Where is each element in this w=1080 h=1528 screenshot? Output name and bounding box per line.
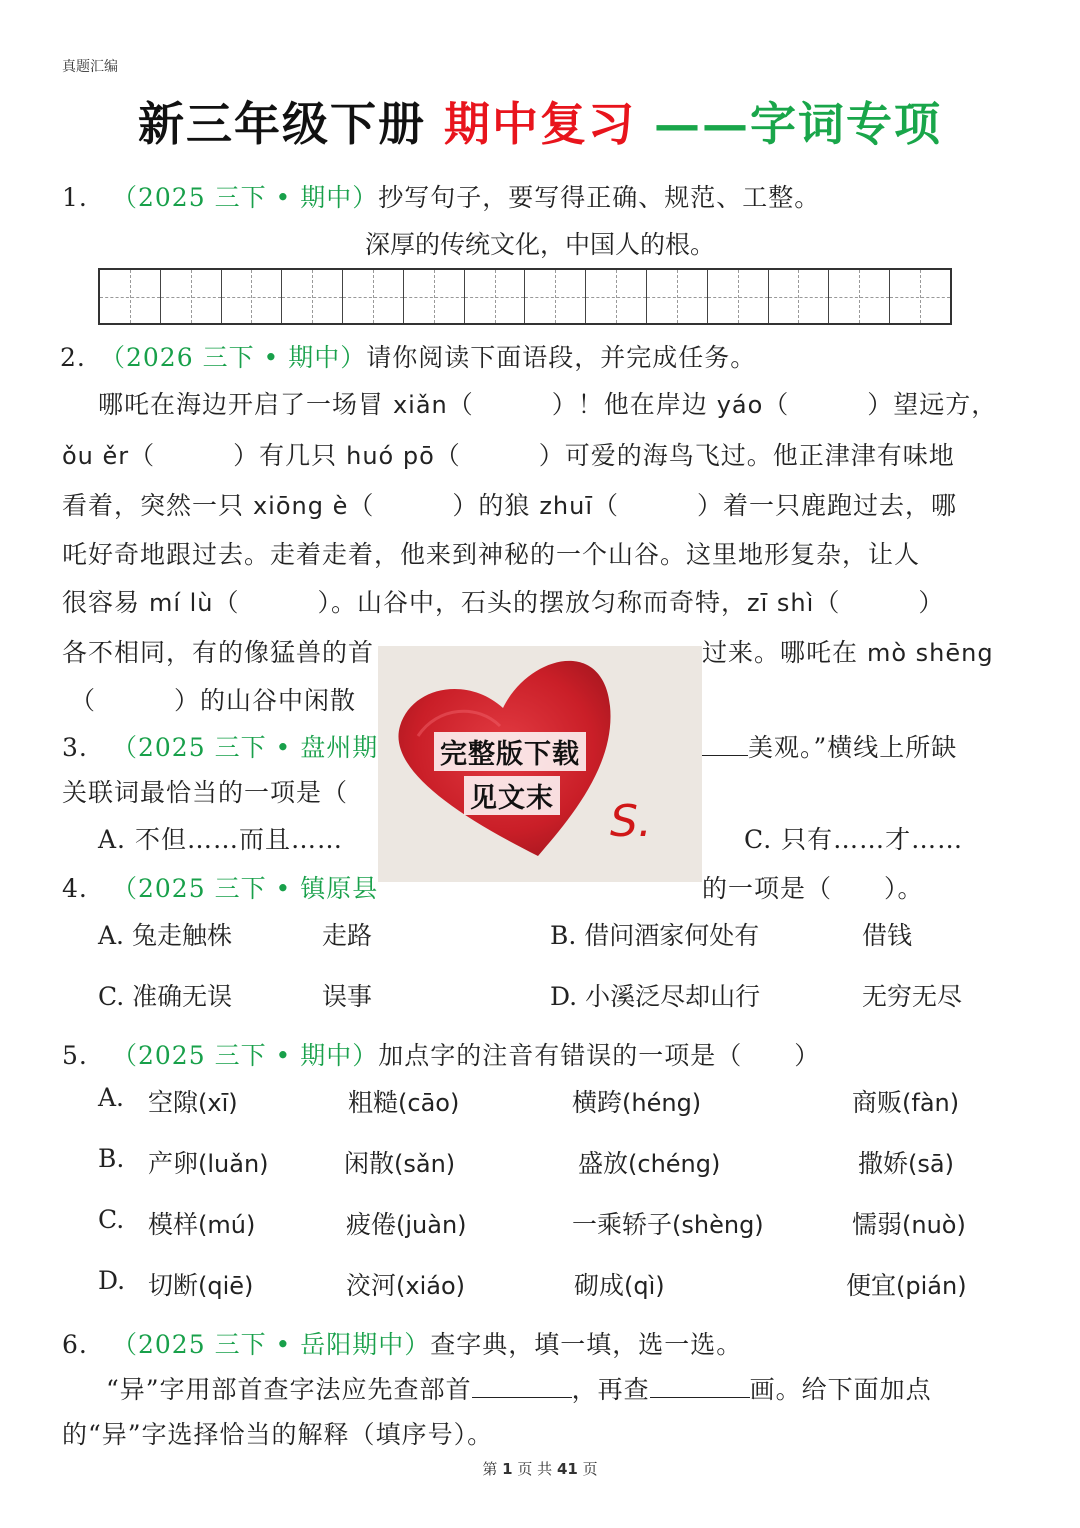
q5-item: 便宜(pián) bbox=[846, 1271, 967, 1300]
question-number: 3. bbox=[62, 733, 88, 762]
question-3-line-2: 关联词最恰当的一项是（ bbox=[62, 778, 349, 807]
promo-line-1: 完整版下载 bbox=[434, 732, 586, 771]
question-1 bbox=[62, 178, 820, 214]
q4-option-d-word: 无穷无尽 bbox=[862, 982, 963, 1011]
q4-option-a-word: 走路 bbox=[322, 921, 373, 950]
question-5 bbox=[62, 1036, 820, 1072]
q4-option-c[interactable]: C. 准确无误 bbox=[98, 982, 233, 1011]
question-number: 5. bbox=[62, 1041, 88, 1070]
title-topic: ——字词专项 bbox=[654, 97, 943, 151]
q5-item: 模样(mú) bbox=[148, 1210, 256, 1239]
q4-option-b[interactable]: B. 借问酒家何处有 bbox=[550, 921, 760, 950]
question-4-tail: 的一项是（ ）。 bbox=[702, 874, 924, 903]
q4-option-c-word: 误事 bbox=[322, 982, 373, 1011]
q5-item: 洨河(xiáo) bbox=[346, 1271, 466, 1300]
question-source: （2025 三下 • 岳阳期中） bbox=[112, 1330, 431, 1359]
q5-row-c-label[interactable]: C. bbox=[98, 1205, 125, 1234]
q5-item: 产卵(luǎn) bbox=[148, 1149, 269, 1178]
question-source: （2025 三下 • 期中） bbox=[112, 183, 379, 212]
page-number: 1 bbox=[502, 1460, 513, 1478]
question-6-line-1: “异”字用部首查字法应先查部首 ，再查 画。给下面加点 bbox=[106, 1375, 932, 1404]
question-text: 加点字的注音有错误的一项是（ ） bbox=[378, 1041, 821, 1070]
option-a[interactable]: A. 不但……而且…… bbox=[98, 825, 343, 854]
question-3-text-right: 美观。”横线上所缺 bbox=[702, 728, 957, 764]
question-source: （2025 三下 • 镇原县 bbox=[112, 874, 379, 903]
passage-line-6b: 过来。哪吒在 mò shēng bbox=[702, 638, 994, 667]
question-6-line-2: 的“异”字选择恰当的解释（填序号）。 bbox=[62, 1420, 494, 1449]
q5-item: 空隙(xī) bbox=[148, 1088, 238, 1117]
passage-line-7: （ ）的山谷中闲散 bbox=[70, 686, 357, 715]
question-text: 查字典，填一填，选一选。 bbox=[430, 1330, 743, 1359]
question-text: 抄写句子，要写得正确、规范、工整。 bbox=[378, 183, 821, 212]
q5-item: 横跨(héng) bbox=[572, 1088, 702, 1117]
passage-line-1: 哪吒在海边开启了一场冒 xiǎn（ ）！他在岸边 yáo（ ）望远方， bbox=[98, 390, 998, 419]
header-tag: 真题汇编 bbox=[62, 59, 118, 75]
q5-item: 商贩(fàn) bbox=[852, 1088, 960, 1117]
q4-option-a[interactable]: A. 兔走触株 bbox=[98, 921, 232, 950]
question-2 bbox=[60, 338, 756, 374]
passage-line-3: 看着，突然一只 xiōng è（ ）的狼 zhuī（ ）着一只鹿跑过去，哪 bbox=[62, 491, 958, 520]
q5-item: 一乘轿子(shèng) bbox=[572, 1210, 764, 1239]
passage-line-6a: 各不相同，有的像猛兽的首 bbox=[62, 638, 375, 667]
question-number: 2. bbox=[60, 343, 86, 372]
question-number: 4. bbox=[62, 874, 88, 903]
question-number: 1. bbox=[62, 183, 88, 212]
question-text: 请你阅读下面语段，并完成任务。 bbox=[366, 343, 757, 372]
copy-sentence: 深厚的传统文化，中国人的根。 bbox=[364, 230, 715, 259]
promo-mark: S. bbox=[610, 796, 652, 847]
total-pages: 41 bbox=[556, 1460, 578, 1478]
q4-option-b-word: 借钱 bbox=[862, 921, 913, 950]
passage-line-5: 很容易 mí lù（ ）。山谷中，石头的摆放匀称而奇特，zī shì（ ） bbox=[62, 588, 945, 617]
question-6 bbox=[62, 1325, 742, 1361]
passage-line-4: 吒好奇地跟过去。走着走着，他来到神秘的一个山谷。这里地形复杂，让人 bbox=[62, 540, 921, 569]
q4-option-d[interactable]: D. 小溪泛尽却山行 bbox=[550, 982, 761, 1011]
q5-row-a-label[interactable]: A. bbox=[98, 1083, 125, 1112]
q5-item: 粗糙(cāo) bbox=[348, 1088, 460, 1117]
page-footer: 第 1 页 共 41 页 bbox=[482, 1460, 598, 1478]
title-review: 期中复习 bbox=[444, 97, 636, 151]
promo-line-2: 见文末 bbox=[464, 776, 560, 815]
question-source: （2025 三下 • 期中） bbox=[112, 1041, 379, 1070]
q5-item: 疲倦(juàn) bbox=[346, 1210, 467, 1239]
question-number: 6. bbox=[62, 1330, 88, 1359]
q5-item: 撒娇(sā) bbox=[858, 1149, 954, 1178]
title-grade: 新三年级下册 bbox=[137, 97, 426, 151]
question-3 bbox=[62, 728, 378, 764]
passage-line-2: ǒu ěr（ ）有几只 huó pō（ ）可爱的海鸟飞过。他正津津有味地 bbox=[62, 441, 955, 470]
page-title bbox=[0, 88, 1080, 154]
question-4 bbox=[62, 869, 378, 905]
q5-item: 懦弱(nuò) bbox=[852, 1210, 966, 1239]
q5-row-d-label[interactable]: D. bbox=[98, 1266, 126, 1295]
radical-blank[interactable] bbox=[472, 1375, 572, 1398]
option-c[interactable]: C. 只有……才…… bbox=[744, 825, 964, 854]
question-source: （2025 三下 • 盘州期 bbox=[112, 733, 379, 762]
q5-item: 砌成(qì) bbox=[574, 1271, 665, 1300]
writing-grid[interactable] bbox=[98, 268, 952, 325]
question-source: （2026 三下 • 期中） bbox=[100, 343, 367, 372]
stroke-blank[interactable] bbox=[650, 1375, 750, 1398]
download-promo-image[interactable] bbox=[378, 646, 702, 882]
q5-item: 闲散(sǎn) bbox=[344, 1149, 456, 1178]
q5-row-b-label[interactable]: B. bbox=[98, 1144, 125, 1173]
q5-item: 盛放(chéng) bbox=[578, 1149, 721, 1178]
q5-item: 切断(qiē) bbox=[148, 1271, 254, 1300]
